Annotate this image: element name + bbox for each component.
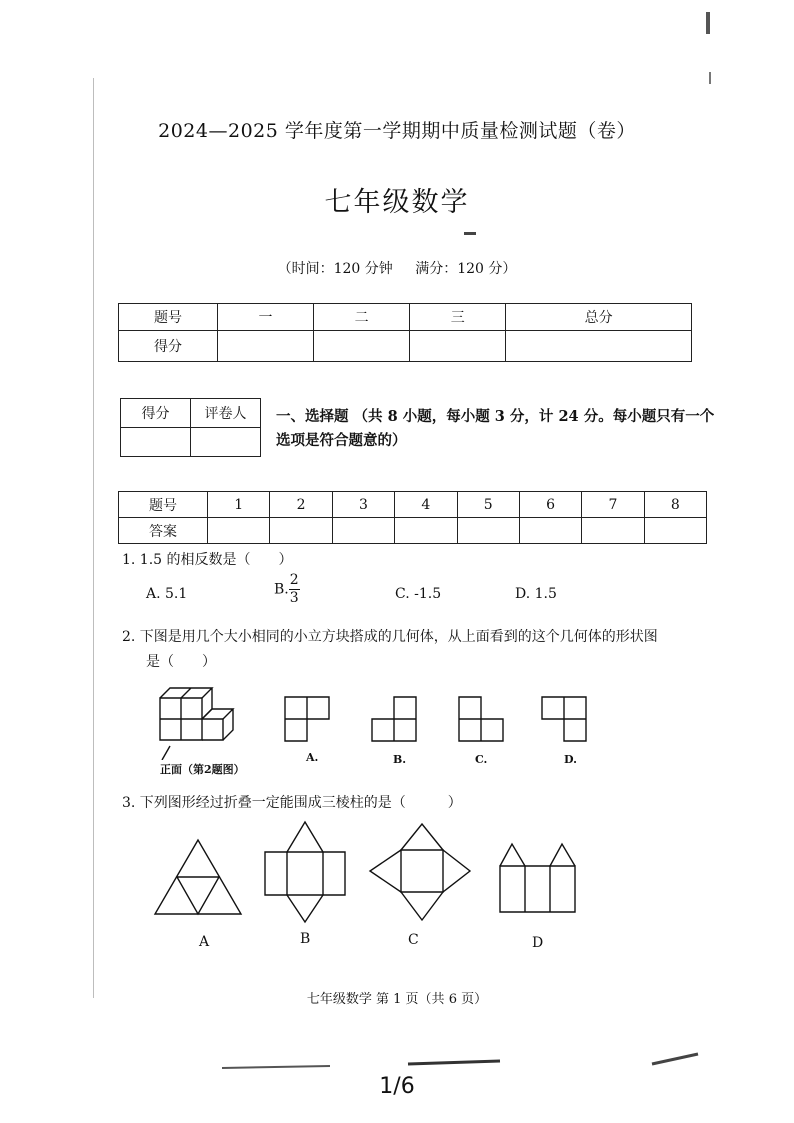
grader-box-blank-row (121, 428, 261, 457)
answer-cell (208, 518, 270, 544)
question-2-stem-line2: 是（ ） (146, 654, 216, 670)
score-header-cell: 题号 (119, 304, 218, 331)
grader-label-reviewer: 评卷人 (191, 399, 261, 428)
score-cell (410, 331, 506, 362)
answer-cell (644, 518, 706, 544)
option-a-shape (285, 697, 329, 741)
answer-number-cell: 8 (644, 492, 706, 518)
fraction (289, 573, 300, 606)
fraction-numerator: 2 (289, 572, 299, 588)
q1-option-d: D. 1.5 (515, 586, 557, 602)
fraction-denominator: 3 (289, 590, 299, 606)
option-d-shape (542, 697, 586, 741)
grader-cell (191, 428, 261, 457)
answer-row-label: 答案 (119, 518, 208, 544)
section-1-heading: 一、选择题 （共 8 小题，每小题 3 分，计 24 分。每小题只有一个选项是符合题意的） (276, 408, 715, 449)
answer-cell (582, 518, 644, 544)
score-cell (218, 331, 314, 362)
answer-cell (519, 518, 581, 544)
answer-table-number-row (119, 492, 707, 518)
q2-option-c-label: C. (475, 753, 488, 766)
q3-option-c-label: C (408, 932, 419, 948)
q3-net-a (155, 840, 241, 914)
score-table-score-row (119, 331, 692, 362)
exam-info (0, 258, 794, 278)
exam-time: （时间：120 分钟 (277, 261, 393, 277)
grader-box (120, 398, 261, 457)
page-indicator: 1/6 (379, 1074, 415, 1099)
grader-box-header-row (121, 399, 261, 428)
score-row-label: 得分 (119, 331, 218, 362)
q2-figures (150, 680, 590, 760)
q3-option-b-label: B (300, 931, 311, 947)
score-header-cell: 总分 (506, 304, 692, 331)
question-2-stem-line1: 2. 下图是用几个大小相同的小立方块搭成的几何体，从上面看到的这个几何体的形状图 (122, 629, 658, 645)
score-cell (314, 331, 410, 362)
scan-edge-mark (706, 12, 710, 34)
ink-mark (464, 232, 476, 235)
q3-net-c (370, 824, 470, 920)
answer-cell (270, 518, 332, 544)
q3-net-d (500, 844, 575, 912)
q2-option-a-label: A. (306, 751, 319, 764)
score-cell (506, 331, 692, 362)
page-footer: 七年级数学 第 1 页（共 6 页） (306, 992, 488, 1007)
option-b-shape (372, 697, 416, 741)
q1-option-b-prefix: B. (274, 581, 289, 598)
q3-figures (150, 820, 590, 930)
answer-number-cell: 6 (519, 492, 581, 518)
option-c-shape (459, 697, 503, 741)
score-header-cell: 二 (314, 304, 410, 331)
grader-cell (121, 428, 191, 457)
q1-option-a: A. 5.1 (146, 586, 188, 602)
answer-number-cell: 1 (208, 492, 270, 518)
answer-cell (332, 518, 394, 544)
answer-cell (395, 518, 457, 544)
cube-stack-figure (160, 688, 233, 760)
answer-number-cell: 4 (395, 492, 457, 518)
subject-title: 七年级数学 (324, 187, 470, 218)
q2-figure-caption: 正面（第2题图） (160, 763, 245, 776)
exam-full-marks: 满分：120 分） (415, 261, 517, 277)
q3-option-a-label: A (199, 934, 210, 950)
answer-number-cell: 3 (332, 492, 394, 518)
grader-label-score: 得分 (121, 399, 191, 428)
answer-number-label: 题号 (119, 492, 208, 518)
answer-table-answer-row (119, 518, 707, 544)
exam-title: 2024—2025 学年度第一学期期中质量检测试题（卷） (158, 120, 636, 142)
q1-option-c: C. -1.5 (395, 586, 442, 602)
q3-net-b (265, 822, 345, 922)
score-table-header-row (119, 304, 692, 331)
answer-table (118, 491, 707, 544)
answer-number-cell: 7 (582, 492, 644, 518)
answer-number-cell: 5 (457, 492, 519, 518)
scan-edge-mark (709, 72, 711, 84)
score-header-cell: 一 (218, 304, 314, 331)
question-1-stem: 1. 1.5 的相反数是（ ） (122, 552, 293, 568)
q3-option-d-label: D (532, 935, 544, 951)
answer-number-cell: 2 (270, 492, 332, 518)
answer-cell (457, 518, 519, 544)
q1-option-b (274, 573, 300, 606)
q2-option-b-label: B. (393, 753, 407, 766)
score-header-cell: 三 (410, 304, 506, 331)
question-3-stem: 3. 下列图形经过折叠一定能围成三棱柱的是（ ） (122, 795, 462, 811)
score-table (118, 303, 692, 362)
q2-option-d-label: D. (564, 753, 577, 766)
